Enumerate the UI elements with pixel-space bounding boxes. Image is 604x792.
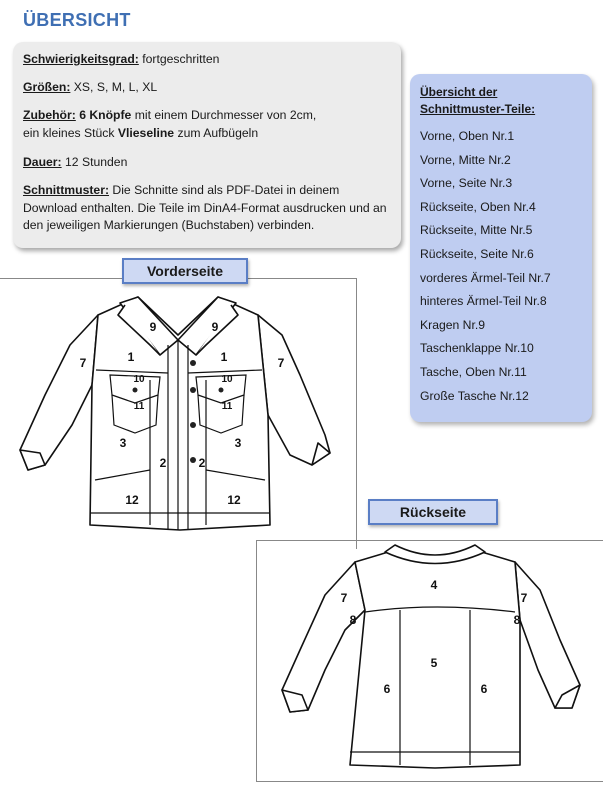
front-bigpocket-right-number: 12 xyxy=(227,493,241,507)
back-center-number: 5 xyxy=(430,656,438,670)
list-item: Kragen Nr.9 xyxy=(420,317,486,332)
parts-heading-line2: Schnittmuster-Teile: xyxy=(420,102,536,116)
list-item: Rückseite, Oben Nr.4 xyxy=(420,199,536,214)
back-label: Rückseite xyxy=(368,499,498,525)
page-title: ÜBERSICHT xyxy=(23,10,131,30)
back-side-left-number: 6 xyxy=(383,682,391,696)
accessories-text1: mit einem Durchmesser von 2cm, xyxy=(134,108,317,122)
front-flap-right-number: 10 xyxy=(221,374,233,385)
list-item: Vorne, Mitte Nr.2 xyxy=(420,152,511,167)
front-jacket-illustration xyxy=(0,285,356,550)
back-side-right-number: 6 xyxy=(480,682,488,696)
parts-overview xyxy=(410,74,592,422)
accessories-text3: zum Aufbügeln xyxy=(177,125,259,140)
parts-heading-line1: Übersicht der xyxy=(420,85,498,99)
front-yoke-right-number: 1 xyxy=(220,350,228,364)
back-sleeve-right-front-number: 7 xyxy=(520,591,528,605)
front-side-right-number: 3 xyxy=(234,436,242,450)
back-sleeve-left-front-number: 7 xyxy=(340,591,348,605)
front-center-right-number: 2 xyxy=(198,456,206,470)
list-item: Rückseite, Seite Nr.6 xyxy=(420,246,534,261)
difficulty-label: Schwierigkeitsgrad: xyxy=(23,52,139,66)
list-item: Taschenklappe Nr.10 xyxy=(420,341,534,356)
front-yoke-left-number: 1 xyxy=(127,350,135,364)
accessories-interfacing: Vlieseline xyxy=(117,125,175,140)
front-side-left-number: 3 xyxy=(119,436,127,450)
front-pocket-left-number: 11 xyxy=(133,401,145,412)
info-box xyxy=(13,42,401,248)
list-item: Tasche, Oben Nr.11 xyxy=(420,364,527,379)
accessories-buttons: 6 Knöpfe xyxy=(79,108,132,122)
pattern-line xyxy=(23,182,395,235)
pattern-text: Die Schnitte sind als PDF-Datei in deinem Download enthalten. Die Teile im DinA4-Format ausdrucken und an den jeweiligen Markierungen (Buchstaben) verbinden. xyxy=(23,183,387,232)
front-sleeve-left-number: 7 xyxy=(79,356,87,370)
duration-line xyxy=(23,154,395,172)
front-sleeve-right-number: 7 xyxy=(277,356,285,370)
parts-heading xyxy=(420,84,535,118)
back-sleeve-left-back-number: 8 xyxy=(349,613,357,627)
difficulty-value: fortgeschritten xyxy=(142,52,220,66)
accessories-label: Zubehör: xyxy=(23,108,76,122)
parts-list xyxy=(420,129,551,412)
list-item: vorderes Ärmel-Teil Nr.7 xyxy=(420,270,551,285)
duration-label: Dauer: xyxy=(23,155,62,169)
front-pocket-right-number: 11 xyxy=(221,401,233,412)
back-yoke-number: 4 xyxy=(430,578,438,592)
front-label: Vorderseite xyxy=(122,258,248,284)
front-center-left-number: 2 xyxy=(159,456,167,470)
pattern-label: Schnittmuster: xyxy=(23,183,109,197)
back-sleeve-right-back-number: 8 xyxy=(513,613,521,627)
sizes-line xyxy=(23,79,395,97)
sizes-label: Größen: xyxy=(23,80,71,94)
front-collar-left-number: 9 xyxy=(149,320,157,334)
front-flap-left-number: 10 xyxy=(133,374,145,385)
list-item: Vorne, Oben Nr.1 xyxy=(420,129,515,143)
list-item: hinteres Ärmel-Teil Nr.8 xyxy=(420,294,547,309)
list-item: Große Tasche Nr.12 xyxy=(420,388,529,403)
back-jacket-illustration xyxy=(270,540,602,780)
difficulty-line xyxy=(23,51,395,69)
front-bigpocket-left-number: 12 xyxy=(125,493,139,507)
duration-value: 12 Stunden xyxy=(65,155,128,169)
sizes-value: XS, S, M, L, XL xyxy=(73,80,158,94)
front-collar-right-number: 9 xyxy=(211,320,219,334)
list-item: Rückseite, Mitte Nr.5 xyxy=(420,223,533,238)
accessories-text2: ein kleines Stück xyxy=(23,125,115,140)
list-item: Vorne, Seite Nr.3 xyxy=(420,176,513,191)
accessories-line xyxy=(23,107,395,142)
